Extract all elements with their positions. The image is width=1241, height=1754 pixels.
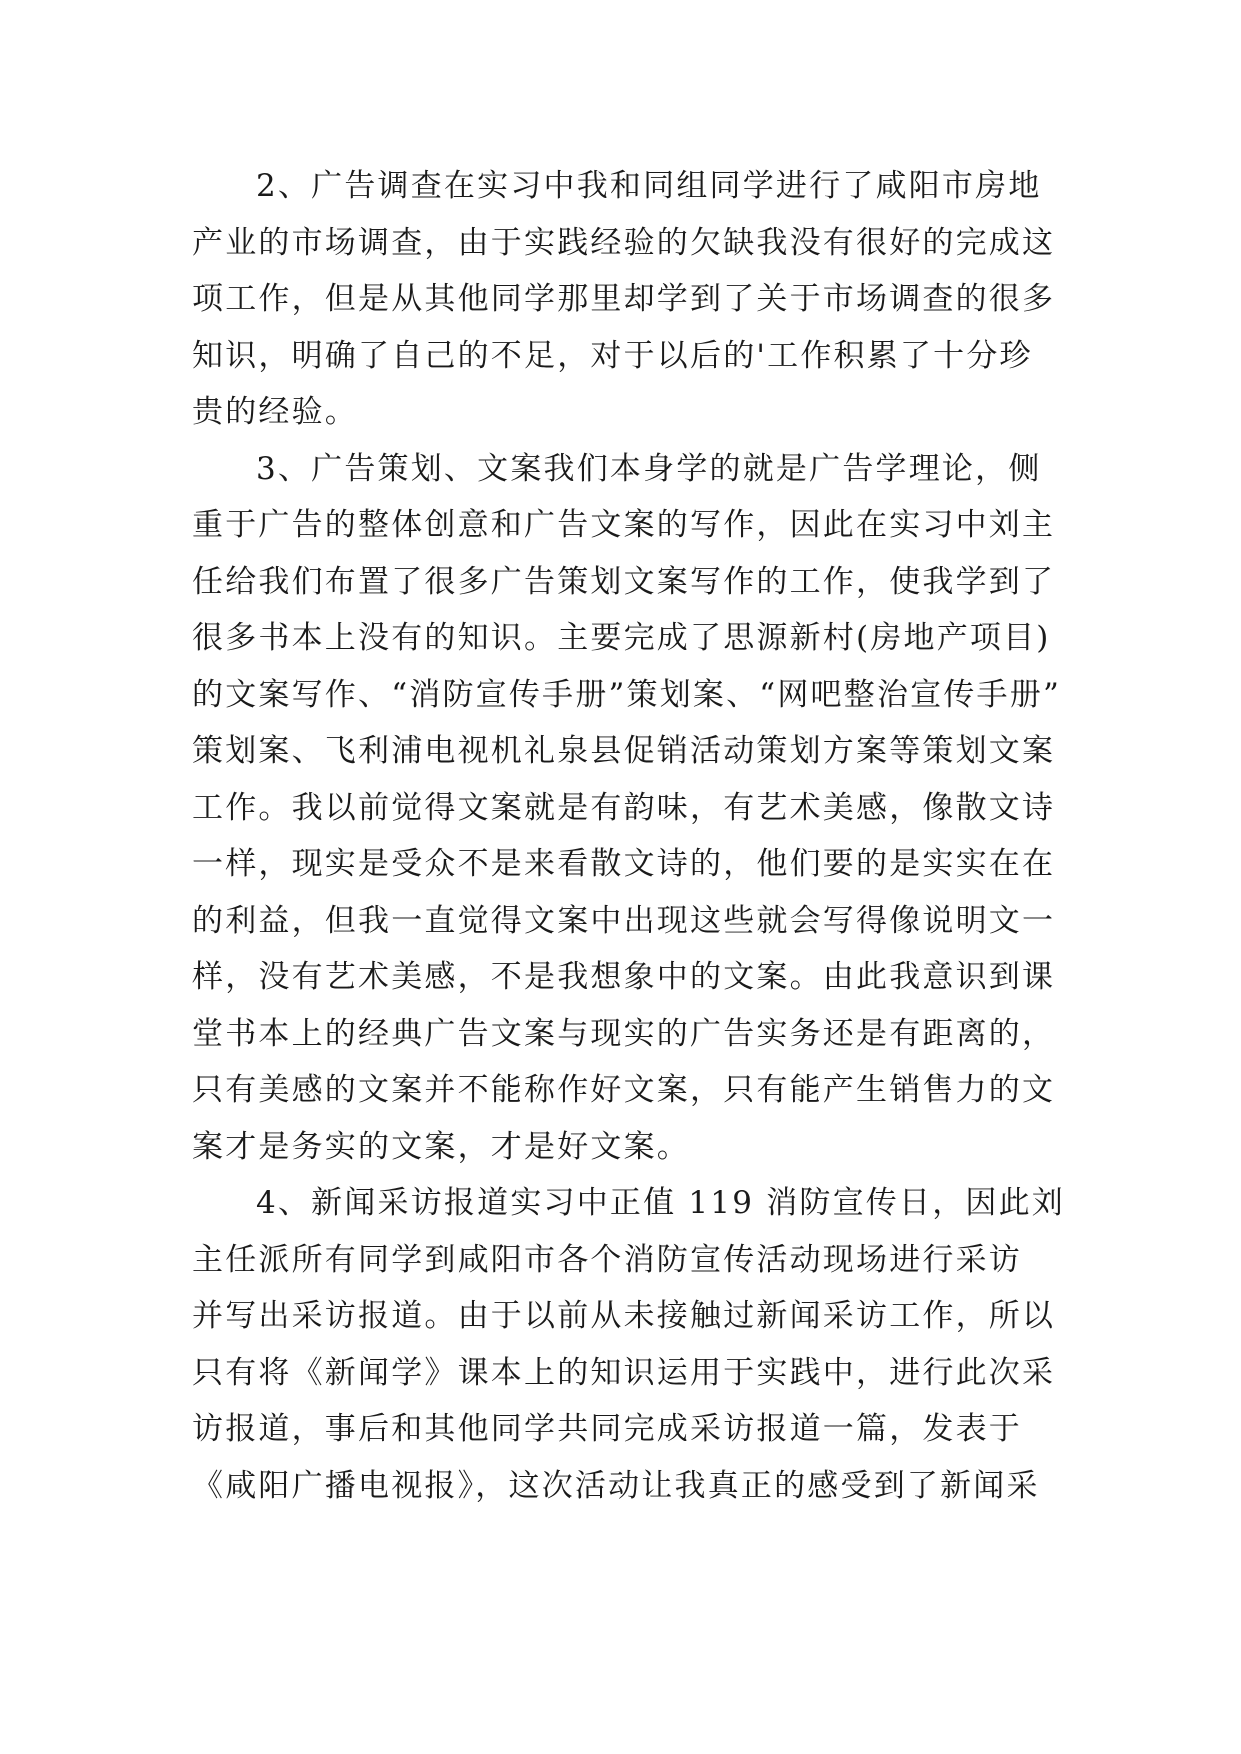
paragraph-line: 产业的市场调查，由于实践经验的欠缺我没有很好的完成这	[192, 224, 1056, 261]
document-body	[192, 158, 1072, 1514]
paragraph-line: 任给我们布置了很多广告策划文案写作的工作，使我学到了	[192, 563, 1056, 600]
paragraph-line: 一样，现实是受众不是来看散文诗的，他们要的是实实在在	[192, 846, 1056, 882]
paragraph-line: 3、广告策划、文案我们本身学的就是广告学理论，侧	[256, 450, 1042, 487]
paragraph-line: 重于广告的整体创意和广告文案的写作，因此在实习中刘主	[192, 507, 1056, 543]
paragraph-news-interview	[192, 1175, 1072, 1514]
paragraph-line: 只有美感的文案并不能称作好文案，只有能产生销售力的文	[192, 1072, 1056, 1108]
paragraph-line: 访报道，事后和其他同学共同完成采访报道一篇，发表于	[192, 1411, 1022, 1447]
paragraph-line: 策划案、飞利浦电视机礼泉县促销活动策划方案等策划文案	[192, 733, 1056, 769]
paragraph-line: 并写出采访报道。由于以前从未接触过新闻采访工作，所以	[192, 1298, 1056, 1334]
paragraph-line: 的利益，但我一直觉得文案中出现这些就会写得像说明文一	[192, 902, 1056, 939]
paragraph-line: 的文案写作、“消防宣传手册”策划案、“网吧整治宣传手册”	[192, 676, 1061, 713]
paragraph-line: 主任派所有同学到咸阳市各个消防宣传活动现场进行采访	[192, 1241, 1022, 1278]
paragraph-ad-survey	[192, 158, 1072, 441]
paragraph-line: 贵的经验。	[192, 394, 358, 430]
paragraph-line: 项工作，但是从其他同学那里却学到了关于市场调查的很多	[192, 281, 1056, 317]
paragraph-line: 工作。我以前觉得文案就是有韵味，有艺术美感，像散文诗	[192, 789, 1056, 826]
paragraph-line: 样，没有艺术美感，不是我想象中的文案。由此我意识到课	[192, 959, 1056, 995]
paragraph-line: 《咸阳广播电视报》，这次活动让我真正的感受到了新闻采	[192, 1467, 1040, 1504]
paragraph-line: 知识，明确了自己的不足，对于以后的'工作积累了十分珍	[192, 337, 1033, 374]
paragraph-ad-planning	[192, 441, 1072, 1176]
paragraph-line: 4、新闻采访报道实习中正值 119 消防宣传日，因此刘	[256, 1185, 1065, 1221]
paragraph-line: 很多书本上没有的知识。主要完成了思源新村(房地产项目)	[192, 620, 1051, 656]
paragraph-line: 只有将《新闻学》课本上的知识运用于实践中，进行此次采	[192, 1354, 1056, 1391]
paragraph-line: 案才是务实的文案，才是好文案。	[192, 1128, 690, 1165]
paragraph-line: 2、广告调查在实习中我和同组同学进行了咸阳市房地	[256, 168, 1042, 204]
paragraph-line: 堂书本上的经典广告文案与现实的广告实务还是有距离的，	[192, 1015, 1056, 1052]
